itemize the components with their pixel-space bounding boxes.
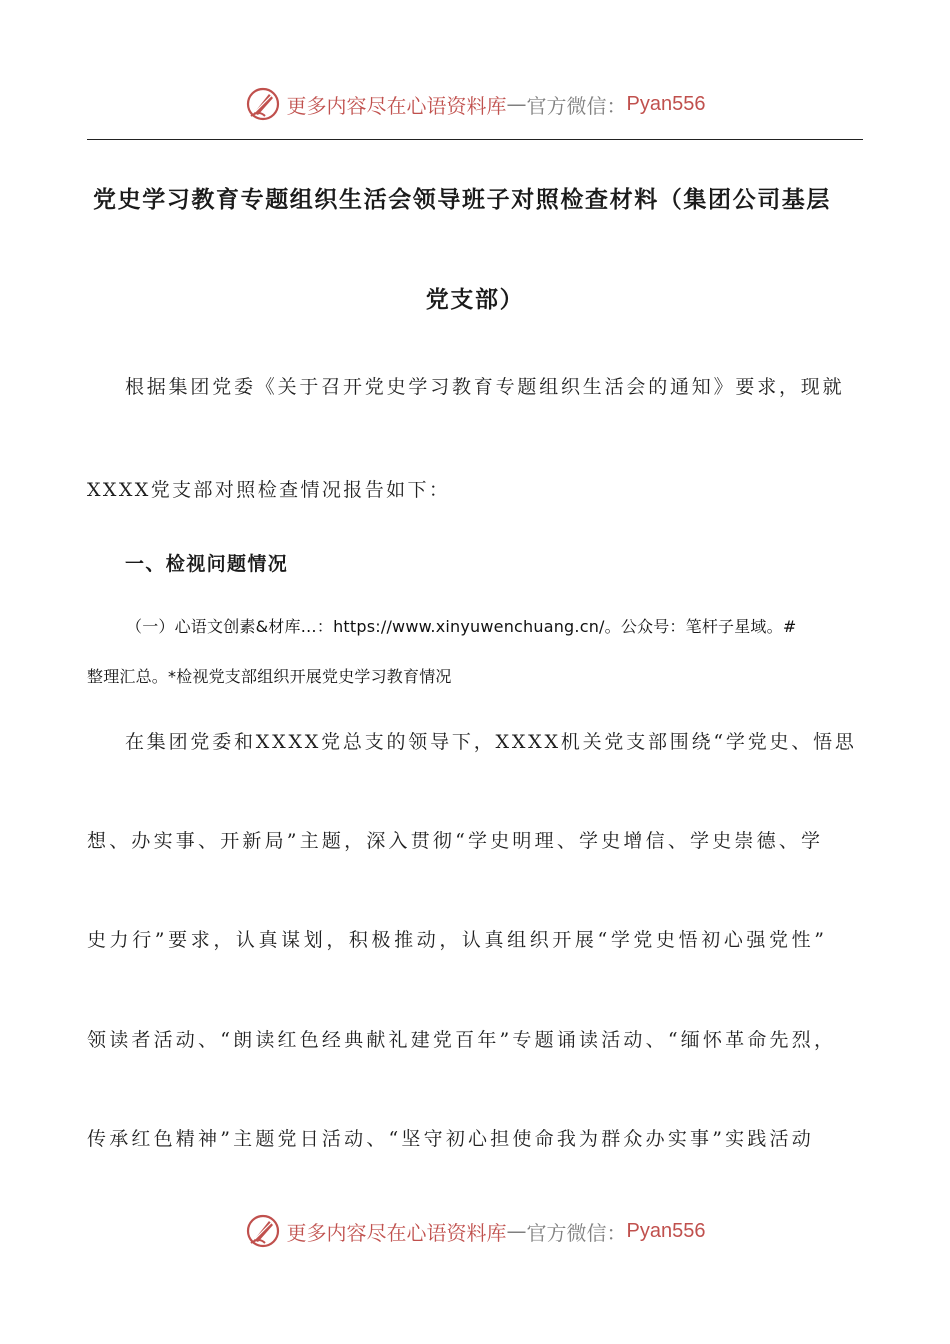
banner-wechat-id: Pyan556 xyxy=(626,1219,706,1242)
subsection-line-2: 整理汇总。*检视党支部组织开展党史学习教育情况 xyxy=(87,667,452,686)
header-rule xyxy=(87,139,863,140)
body-line-1: 在集团党委和XXXX党总支的领导下，XXXX机关党支部围绕“学党史、悟思 xyxy=(125,731,857,753)
banner-dash: — xyxy=(506,92,527,116)
body-line-3: 史力行”要求，认真谋划，积极推动，认真组织开展“学党史悟初心强党性” xyxy=(87,929,828,951)
body-line-5: 传承红色精神”主题党日活动、“坚守初心担使命我为群众办实事”实践活动 xyxy=(87,1128,814,1150)
body-line-4: 领读者活动、“朗读红色经典献礼建党百年”专题诵读活动、“缅怀革命先烈， xyxy=(87,1029,837,1051)
banner-text: 更多内容尽在心语资料库 xyxy=(286,93,507,118)
header-watermark-banner xyxy=(0,82,950,126)
banner-official-label: 官方微信： xyxy=(526,1220,627,1245)
quill-logo-icon xyxy=(245,86,281,122)
banner-text: 更多内容尽在心语资料库 xyxy=(286,1220,507,1245)
quill-logo-icon xyxy=(245,1213,281,1249)
intro-line-2: XXXX党支部对照检查情况报告如下： xyxy=(87,479,451,501)
footer-watermark-banner xyxy=(0,1209,950,1253)
intro-line-1: 根据集团党委《关于召开党史学习教育专题组织生活会的通知》要求，现就 xyxy=(125,376,845,398)
banner-dash: — xyxy=(506,1219,527,1243)
document-title-line-1: 党史学习教育专题组织生活会领导班子对照检查材料（集团公司基层 xyxy=(93,187,831,213)
section-heading: 一、检视问题情况 xyxy=(125,553,289,575)
body-line-2: 想、办实事、开新局”主题，深入贯彻“学史明理、学史增信、学史崇德、学 xyxy=(87,830,824,852)
banner-wechat-id: Pyan556 xyxy=(626,92,706,115)
subsection-line-1: （一）心语文创素&材库…：https://www.xinyuwenchuang.cn/。公众号：笔杆子星域。# xyxy=(126,617,797,636)
banner-official-label: 官方微信： xyxy=(526,93,627,118)
document-title-line-2: 党支部） xyxy=(425,287,525,313)
